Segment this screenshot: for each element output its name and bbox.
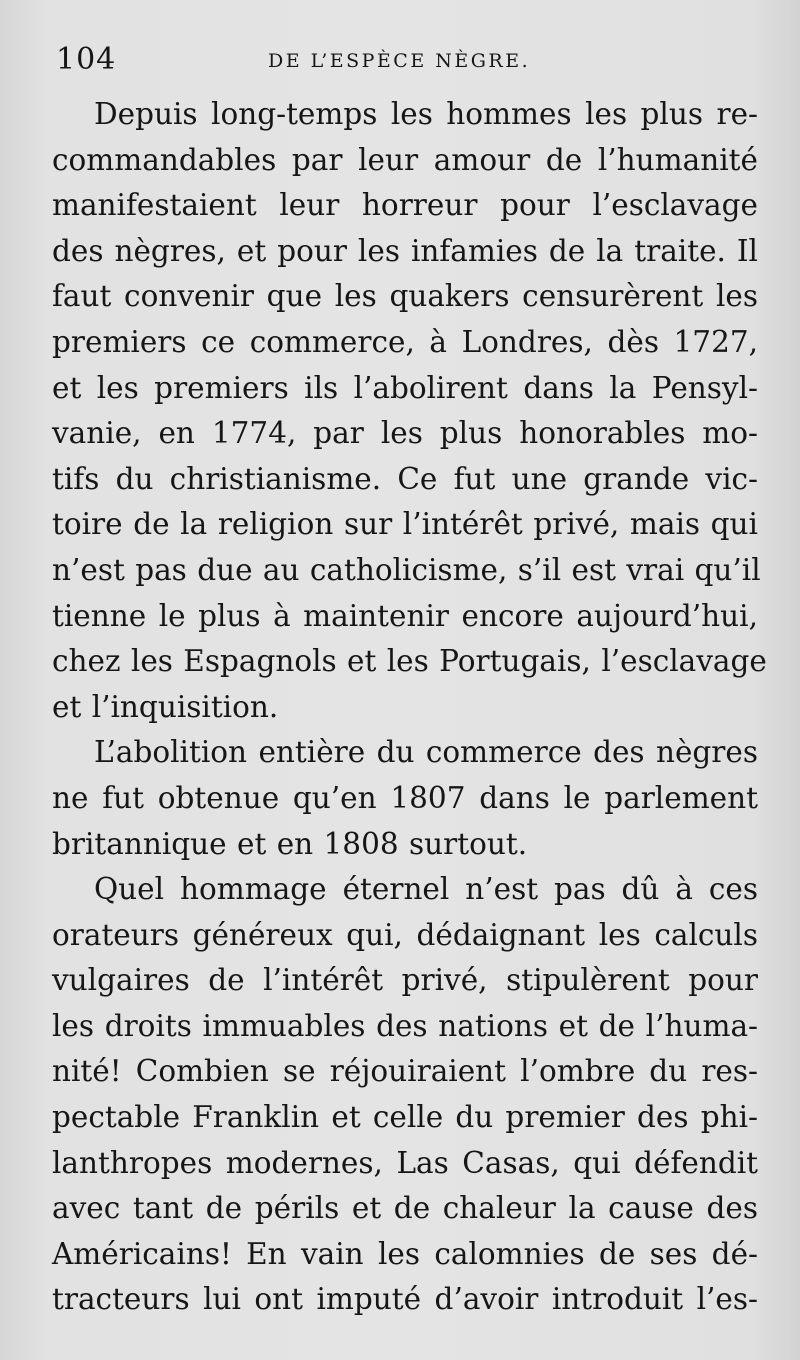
page-number: 104 — [56, 42, 117, 77]
text-line: Depuis long-temps les hommes les plus re- — [94, 97, 758, 131]
text-line: tracteurs lui ont imputé d’avoir introduit l’es- — [52, 1282, 758, 1317]
text-line: et l’inquisition. — [52, 689, 279, 724]
text-line: nité! Combien se réjouiraient l’ombre du res- — [52, 1054, 758, 1089]
text-line: chez les Espagnols et les Portugais, l’esclavage — [52, 644, 767, 679]
text-line: commandables par leur amour de l’humanité — [52, 142, 758, 177]
text-line: manifestaient leur horreur pour l’esclavage — [52, 188, 758, 223]
text-line: lanthropes modernes, Las Casas, qui défendit — [52, 1145, 758, 1180]
running-head: DE L’ESPÈCE NÈGRE. — [268, 50, 531, 72]
text-line: Américains! En vain les calomnies de ses dé- — [52, 1236, 758, 1271]
text-line: L’abolition entière du commerce des nègres — [94, 735, 758, 770]
paragraph-3 — [52, 867, 758, 1323]
text-line: n’est pas due au catholicisme, s’il est vrai qu’il — [52, 552, 761, 587]
text-line: ne fut obtenue qu’en 1807 dans le parlement — [52, 780, 758, 815]
text-line: Quel hommage éternel n’est pas dû à ces — [94, 872, 758, 907]
text-line: avec tant de périls et de chaleur la cause des — [52, 1191, 758, 1226]
text-line: vanie, en 1774, par les plus honorables mo- — [52, 416, 758, 451]
text-line: faut convenir que les quakers censurèrent les — [52, 279, 758, 314]
paragraph-1 — [52, 92, 767, 730]
text-line: pectable Franklin et celle du premier des phi- — [52, 1100, 758, 1135]
text-line: toire de la religion sur l’intérêt privé, mais qui — [52, 507, 758, 542]
text-line: tienne le plus à maintenir encore aujourd’hui, — [52, 598, 758, 633]
page-header — [56, 40, 756, 80]
text-line: des nègres, et pour les infamies de la traite. Il — [52, 233, 758, 268]
body-text — [52, 92, 767, 1323]
text-line: et les premiers ils l’abolirent dans la Pensyl- — [52, 370, 758, 405]
text-line: tifs du christianisme. Ce fut une grande vic- — [52, 461, 758, 496]
paragraph-2 — [52, 730, 758, 867]
text-line: britannique et en 1808 surtout. — [52, 826, 528, 861]
text-line: orateurs généreux qui, dédaignant les calculs — [52, 917, 758, 952]
text-line: premiers ce commerce, à Londres, dès 1727, — [52, 324, 758, 359]
text-line: vulgaires de l’intérêt privé, stipulèrent pour — [52, 963, 758, 998]
text-line: les droits immuables des nations et de l’huma- — [52, 1008, 758, 1043]
